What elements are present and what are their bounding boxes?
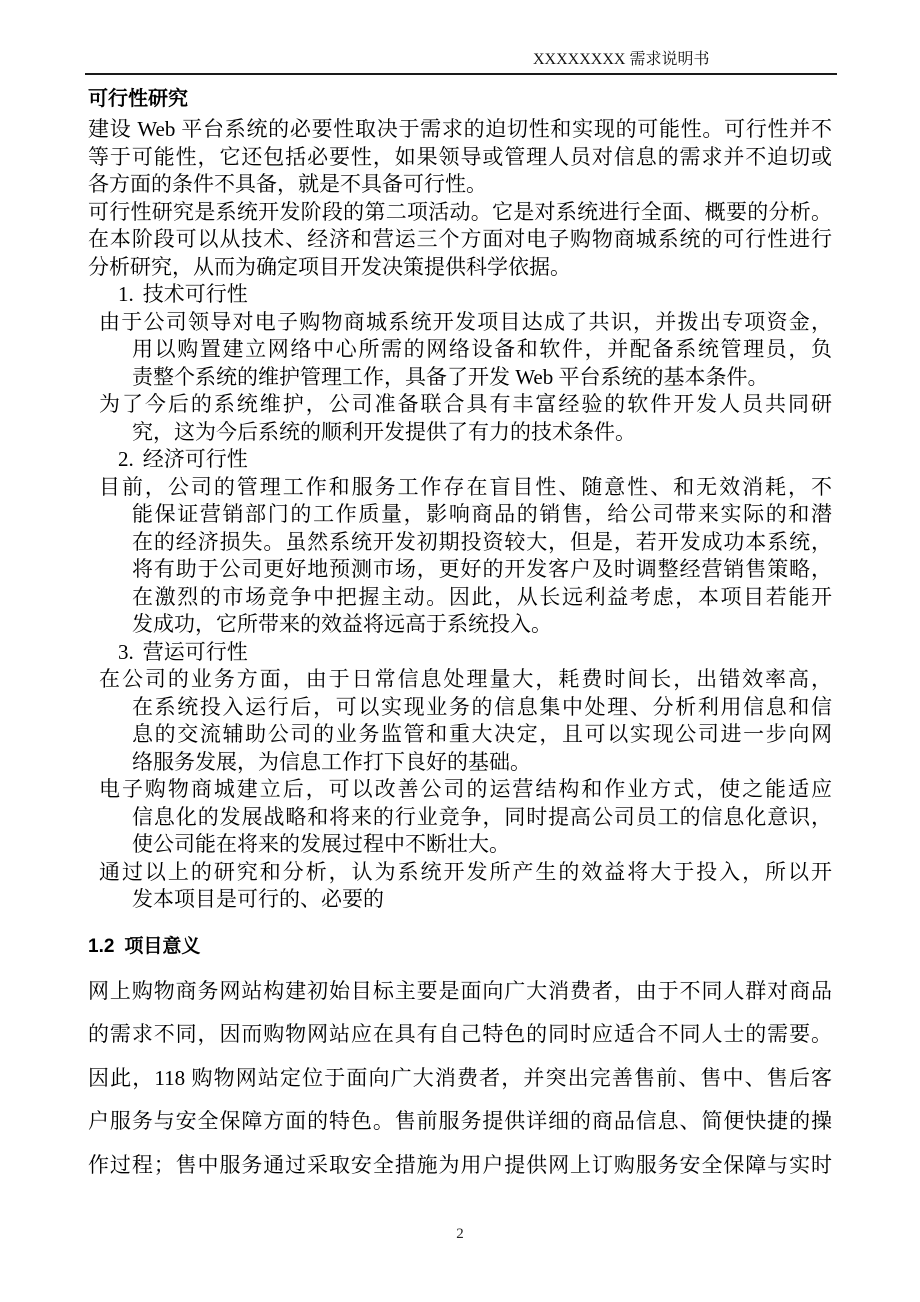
text-line: 络服务发展，为信息工作打下良好的基础。 (132, 749, 531, 774)
text-line: 分析研究，从而为确定项目开发决策提供科学依据。 (88, 254, 571, 279)
text-line: 作过程；售中服务通过采取安全措施为用户提供网上订购服务安全保障与实时 (88, 1152, 832, 1177)
technical-paragraph-2 (88, 391, 832, 446)
text-line: 在系统投入运行后，可以实现业务的信息集中处理、分析利用信息和信 (132, 694, 832, 719)
text-line: 将有助于公司更好地预测市场，更好的开发客户及时调整经营销售策略， (132, 557, 832, 581)
text-line: 的需求不同，因而购物网站应在具有自己特色的同时应适合不同人士的需要。 (88, 1022, 832, 1046)
header-title: XXXXXXXX 需求说明书 (533, 51, 710, 68)
text-line: 发本项目是可行的、必要的 (132, 887, 384, 911)
list-number: 2. (118, 447, 134, 471)
section-heading-feasibility: 可行性研究 (88, 88, 188, 110)
operational-paragraph-1 (88, 666, 832, 776)
section-number: 1.2 (88, 935, 115, 957)
text-line: 由于公司领导对电子购物商城系统开发项目达成了共识，并拨出专项资金， (99, 309, 832, 334)
text-line: 用以购置建立网络中心所需的网络设备和软件，并配备系统管理员，负 (132, 337, 832, 361)
list-item-operational (88, 639, 832, 667)
text-line: 能保证营销部门的工作质量，影响商品的销售，给公司带来实际的和潜 (132, 502, 832, 526)
text-line: 户服务与安全保障方面的特色。售前服务提供详细的商品信息、简便快捷的操 (88, 1109, 832, 1133)
significance-paragraph (88, 970, 832, 1188)
feasibility-intro-paragraph-1 (88, 116, 832, 199)
text-line: 各方面的条件不具备，就是不具备可行性。 (88, 172, 487, 196)
text-line: 通过以上的研究和分析，认为系统开发所产生的效益将大于投入，所以开 (99, 859, 832, 884)
section-title: 项目意义 (124, 935, 201, 957)
text-line: 责整个系统的维护管理工作，具备了开发 Web 平台系统的基本条件。 (132, 364, 769, 389)
text-line: 为了今后的系统维护，公司准备联合具有丰富经验的软件开发人员共同研 (99, 392, 832, 416)
text-line: 发成功，它所带来的效益将远高于系统投入。 (132, 612, 552, 636)
text-line: 可行性研究是系统开发阶段的第二项活动。它是对系统进行全面、概要的分析。 (88, 199, 832, 224)
text-line: 在公司的业务方面，由于日常信息处理量大，耗费时间长，出错效率高， (99, 667, 832, 691)
text-line: 究，这为今后系统的顺利开发提供了有力的技术条件。 (132, 419, 636, 444)
text-line: 使公司能在将来的发展过程中不断壮大。 (132, 832, 510, 856)
technical-paragraph-1 (88, 309, 832, 392)
text-line: 建设 Web 平台系统的必要性取决于需求的迫切性和实现的可能性。可行性并不 (88, 117, 832, 141)
document-body (88, 86, 832, 1187)
text-line: 因此，118 购物网站定位于面向广大消费者，并突出完善售前、售中、售后客 (88, 1065, 832, 1090)
feasibility-intro-paragraph-2 (88, 199, 832, 282)
list-title: 经济可行性 (142, 447, 248, 471)
page-footer (0, 1226, 920, 1243)
text-line: 信息化的发展战略和将来的行业竞争，同时提高公司员工的信息化意识， (132, 804, 832, 829)
text-line: 在本阶段可以从技术、经济和营运三个方面对电子购物商城系统的可行性进行 (88, 227, 832, 251)
list-item-economic (88, 446, 832, 474)
section-heading-significance (88, 934, 832, 960)
text-line: 电子购物商城建立后，可以改善公司的运营结构和作业方式，使之能适应 (99, 777, 832, 801)
list-title: 营运可行性 (142, 639, 248, 664)
list-title: 技术可行性 (142, 282, 248, 306)
list-number: 1. (118, 282, 134, 306)
text-line: 在激烈的市场竞争中把握主动。因此，从长远利益考虑，本项目若能开 (132, 584, 832, 609)
list-item-technical (88, 281, 832, 309)
operational-paragraph-2 (88, 776, 832, 859)
text-line: 在的经济损失。虽然系统开发初期投资较大，但是，若开发成功本系统， (132, 529, 832, 554)
economic-paragraph (88, 474, 832, 639)
list-number: 3. (118, 639, 134, 664)
feasibility-conclusion-paragraph (88, 859, 832, 914)
text-line: 等于可能性，它还包括必要性，如果领导或管理人员对信息的需求并不迫切或 (88, 144, 832, 169)
text-line: 网上购物商务网站构建初始目标主要是面向广大消费者，由于不同人群对商品 (88, 978, 832, 1003)
text-line: 目前，公司的管理工作和服务工作存在盲目性、随意性、和无效消耗，不 (99, 474, 832, 499)
header-rule (85, 73, 837, 75)
page-number: 2 (456, 1226, 464, 1242)
text-line: 息的交流辅助公司的业务监管和重大决定，且可以实现公司进一步向网 (132, 722, 832, 746)
